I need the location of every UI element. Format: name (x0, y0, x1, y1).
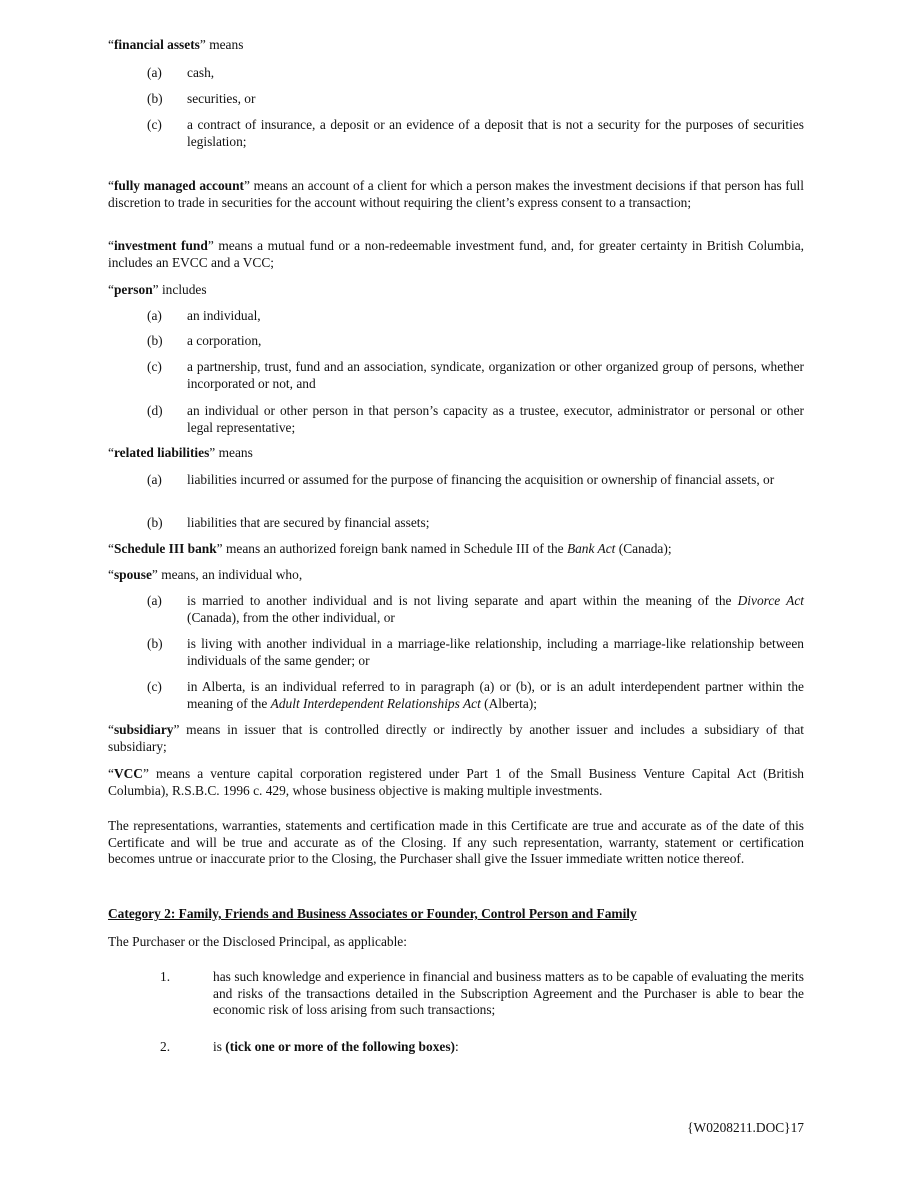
item-label: (b) (147, 333, 163, 348)
definition-related-liabilities: “related liabilities” means (108, 445, 253, 460)
act-name: Divorce Act (737, 593, 804, 608)
category-2-heading: Category 2: Family, Friends and Business Associates or Founder, Control Person and Family (108, 906, 637, 921)
defined-term: person (113, 282, 153, 297)
definition-text: means in issuer that is controlled directly or indirectly by another issuer and includes a subsidiary of that subsidiary; (108, 722, 804, 754)
instruction-text: (tick one or more of the following boxes) (225, 1039, 456, 1054)
item-text: is married to another individual and is not living separate and apart within the meaning of the Divorce Act (Canada), from the other individual, or (187, 593, 804, 625)
item-text: liabilities that are secured by financial assets; (187, 515, 430, 530)
item-label: (b) (147, 515, 163, 530)
item-text: securities, or (187, 91, 256, 106)
defined-term: investment fund (113, 238, 208, 253)
item-text: has such knowledge and experience in financial and business matters as to be capable of evaluating the merits and risks of the transactions detailed in the Subscription Agreement and the Purchaser is able to bear the economic risk of loss arising from such transactions; (213, 969, 804, 1018)
definition-spouse: “spouse” means, an individual who, (108, 567, 303, 582)
definition-intro: includes (158, 282, 207, 297)
defined-term: spouse (113, 567, 152, 582)
definition-subsidiary: “subsidiary” means in issuer that is controlled directly or indirectly by another issuer and includes a subsidiary of that subsidiary; (108, 722, 804, 754)
item-text: cash, (187, 65, 215, 80)
item-number: 2. (160, 1039, 171, 1054)
definition-text: means an authorized foreign bank named in Schedule III of the (222, 541, 567, 556)
definition-text: means a venture capital corporation registered under Part 1 of the Small Business Venture Capital Act (British Columbia), R.S.B.C. 1996 c. 429, whose business objective is making multiple investments. (108, 766, 804, 798)
definition-schedule-iii-bank: “Schedule III bank” means an authorized foreign bank named in Schedule III of the Bank Act (Canada); (108, 541, 672, 556)
definition-text: (Canada); (615, 541, 672, 556)
definition-investment-fund: “investment fund” means a mutual fund or a non-redeemable investment fund, and, for greater certainty in British Columbia, includes an EVCC and a VCC; (108, 238, 804, 270)
defined-term: Schedule III bank (113, 541, 217, 556)
category-2-intro: The Purchaser or the Disclosed Principal, as applicable: (108, 934, 407, 949)
defined-term: related liabilities (113, 445, 210, 460)
definition-person: “person” includes (108, 282, 207, 297)
definition-fully-managed-account: “fully managed account” means an account of a client for which a person makes the investment decisions if that person has full discretion to trade in securities for the account without requiring the client’s express consent to a transaction; (108, 178, 805, 210)
defined-term: subsidiary (113, 722, 174, 737)
document-footer-id: {W0208211.DOC}17 (687, 1120, 804, 1135)
item-text: an individual or other person in that person’s capacity as a trustee, executor, administrator or personal or other legal representative; (187, 403, 804, 435)
item-label: (b) (147, 91, 163, 106)
act-name: Bank Act (566, 541, 616, 556)
act-name: Adult Interdependent Relationships Act (270, 695, 481, 711)
definition-intro: means (215, 445, 253, 460)
item-text: liabilities incurred or assumed for the purpose of financing the acquisition or ownership of financial assets, or (187, 472, 775, 487)
item-text: an individual, (187, 308, 261, 323)
item-label: (d) (147, 403, 163, 418)
defined-term: VCC (113, 766, 143, 781)
item-text: in Alberta, is an individual referred to in paragraph (a) or (b), or is an adult interdependent partner within the meaning of the Adult Interdependent Relationships Act (Alberta); (187, 679, 804, 711)
item-text: is (tick one or more of the following boxes): (213, 1039, 459, 1054)
defined-term: fully managed account (113, 178, 244, 193)
item-label: (a) (147, 593, 162, 608)
item-text: a contract of insurance, a deposit or an evidence of a deposit that is not a security for the purposes of securities legislation; (187, 117, 804, 149)
item-label: (a) (147, 472, 162, 487)
item-label: (c) (147, 679, 162, 694)
definition-text: means an account of a client for which a person makes the investment decisions if that person has full discretion to trade in securities for the account without requiring the client’s express consent to a transaction; (108, 178, 805, 210)
item-label: (a) (147, 65, 162, 80)
item-label: (c) (147, 117, 162, 132)
item-text: a partnership, trust, fund and an association, syndicate, organization or other organized group of persons, whether incorporated or not, and (187, 359, 804, 391)
definition-intro: means, an individual who, (157, 567, 303, 582)
item-number: 1. (160, 969, 171, 984)
defined-term: financial assets (113, 37, 200, 52)
item-label: (b) (147, 636, 163, 651)
definition-financial-assets: “financial assets” means (108, 37, 244, 52)
item-label: (a) (147, 308, 162, 323)
item-text: a corporation, (187, 333, 262, 348)
item-label: (c) (147, 359, 162, 374)
representations-paragraph: The representations, warranties, statements and certification made in this Certificate are true and accurate as of the date of this Certificate and will be true and accurate as of the Closing. If any such representation, warranty, statement or certification becomes untrue or inaccurate prior to the Closing, the Purchaser shall give the Issuer immediate written notice thereof. (108, 818, 804, 867)
definition-vcc: “VCC” means a venture capital corporation registered under Part 1 of the Small Business Venture Capital Act (British Columbia), R.S.B.C. 1996 c. 429, whose business objective is making multiple investments. (108, 766, 804, 798)
item-text: is living with another individual in a marriage-like relationship, including a marriage-like relationship between individuals of the same gender; or (187, 636, 804, 668)
definition-text: means a mutual fund or a non-redeemable investment fund, and, for greater certainty in British Columbia, includes an EVCC and a VCC; (108, 238, 804, 270)
definition-intro: means (205, 37, 244, 52)
